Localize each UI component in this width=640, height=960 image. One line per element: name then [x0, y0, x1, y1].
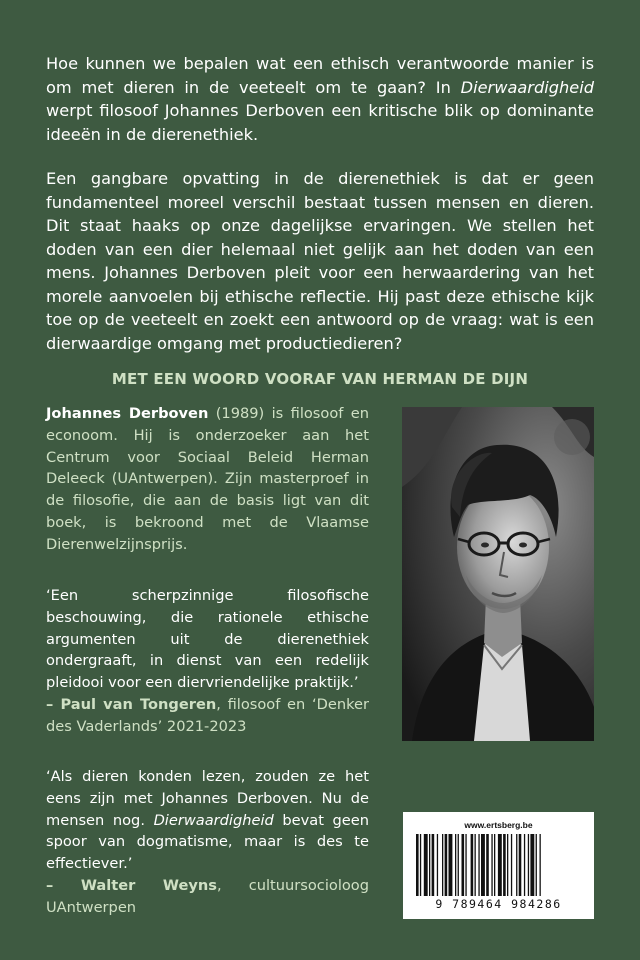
- barcode-bar: [423, 834, 427, 896]
- quote-2-text: ‘Als dieren konden lezen, zouden ze het eens zijn met Johannes Derboven. Nu de mensen nog.: [46, 768, 369, 829]
- barcode-bar: [523, 834, 524, 896]
- barcode-bar: [419, 834, 420, 896]
- quote-2-book-title: Dierwaardigheid: [153, 811, 274, 829]
- quote-1: [46, 585, 369, 738]
- barcode-bar: [503, 834, 506, 896]
- foreword-heading: MET EEN WOORD VOORAF VAN HERMAN DE DIJN: [111, 370, 529, 388]
- author-bio: [46, 403, 369, 556]
- barcode-bar: [497, 834, 501, 896]
- barcode-bar: [436, 834, 437, 896]
- barcode-bar: [431, 834, 434, 896]
- barcode-bar: [465, 834, 466, 896]
- barcode-bar: [416, 834, 419, 896]
- barcode-bar: [516, 834, 517, 896]
- barcode-bar: [455, 834, 456, 896]
- quote-2-author: Walter Weyns: [80, 876, 217, 894]
- barcode-bar: [461, 834, 464, 896]
- intro-paragraph-2: Een gangbare opvatting in de dierenethiek is dat er geen fundamenteel moreel verschil bestaat tussen mensen en dieren. Dit staat haaks op onze dagelijkse ervaringen. We stellen het doden van een dier helemaal niet gelijk aan het doden van een mens. Johannes Derboven pleit voor een herwaardering van het morele aanvoelen bij ethische reflectie. Hij past deze ethische kijk toe op de veeteelt en zoekt een antwoord op de vraag: wat is een dierwaardige omgang met productiedieren?: [46, 169, 594, 353]
- quote-1-dash: –: [46, 695, 61, 713]
- quote-1-role: , filosoof en ‘Denker des Vaderlands’ 2021-2023: [46, 695, 369, 735]
- barcode-bar: [491, 834, 492, 896]
- isbn-number: 9 789464 984286: [435, 897, 562, 911]
- barcode-bar: [478, 834, 479, 896]
- barcode-bar: [474, 834, 475, 896]
- barcode-bar: [530, 834, 534, 896]
- barcode-bar: [494, 834, 495, 896]
- quote-2-dash: –: [46, 876, 81, 894]
- barcode-bar: [470, 834, 473, 896]
- barcode-bar: [481, 834, 485, 896]
- publisher-url: www.ertsberg.be: [464, 820, 533, 830]
- intro-text: Hoe kunnen we bepalen wat een ethisch verantwoorde manier is om met dieren in de veeteelt om te gaan? In: [46, 54, 594, 97]
- barcode-bar: [539, 834, 540, 896]
- quote-1-author: Paul van Tongeren: [60, 695, 217, 713]
- quote-2: [46, 766, 369, 919]
- quote-2-text-end: bevat geen spoor van dogmatisme, maar is des te effectiever.’: [46, 811, 370, 873]
- barcode-bar: [442, 834, 443, 896]
- quote-2-role: , cultuursocioloog UAntwerpen: [46, 876, 369, 916]
- barcode-bar: [486, 834, 489, 896]
- author-photo: [402, 407, 594, 741]
- barcode-bar: [448, 834, 452, 896]
- barcode-bar: [457, 834, 458, 896]
- barcode-bar: [507, 834, 508, 896]
- intro-text-continued: werpt filosoof Johannes Derboven een kritische blik op dominante ideeën in de dierenethiek.: [46, 101, 594, 144]
- barcode-bar: [535, 834, 536, 896]
- quote-1-text: ‘Een scherpzinnige filosofische beschouwing, die rationele ethische argumenten uit de dierenethiek ondergraaft, in dienst van een redelijk pleidooi voor een diervriendelijke praktijk.’: [46, 587, 369, 692]
- intro-paragraph-1: [46, 52, 594, 146]
- book-title-italic: Dierwaardigheid: [460, 77, 594, 97]
- barcode-bar: [444, 834, 447, 896]
- barcode: [403, 812, 594, 919]
- barcode-bars: [414, 834, 584, 896]
- barcode-bar: [510, 834, 511, 896]
- barcode-bar: [429, 834, 430, 896]
- author-name: Johannes Derboven: [46, 405, 209, 422]
- author-bio-text: (1989) is filosoof en econoom. Hij is onderzoeker aan het Centrum voor Sociaal Beleid Herman Deleeck (UAntwerpen). Zijn masterproef in de filosofie, die aan de basis ligt van dit boek, is bekroond met de Vlaamse Dierenwelzijnsprijs.: [46, 405, 370, 553]
- barcode-bar: [518, 834, 521, 896]
- barcode-bar: [527, 834, 528, 896]
